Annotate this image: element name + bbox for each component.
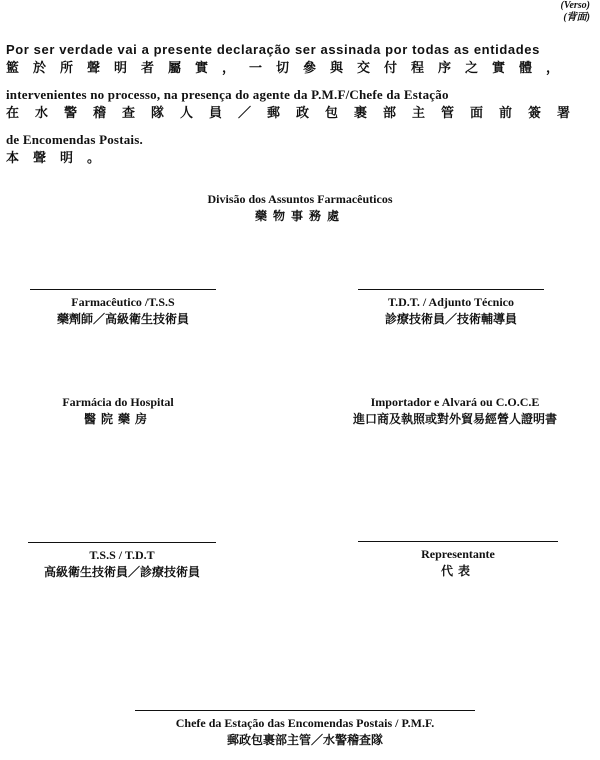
verso-marker — [561, 0, 590, 24]
declaration-line2-zh: 在水警稽查隊人員／郵政包裹部主管面前簽署 — [6, 105, 587, 120]
entity-name-pt: Importador e Alvará ou C.O.C.E — [370, 395, 540, 409]
signature-line — [30, 289, 216, 290]
signature-farmaceutico — [30, 289, 216, 328]
declaration-line1-zh: 籃於所聲明者屬實，一切參與交付程序之實體， — [6, 60, 574, 75]
entity-importador — [330, 394, 580, 428]
department-heading — [0, 191, 600, 225]
entity-name-zh: 醫院藥房 — [83, 412, 152, 426]
declaration-line3-zh: 本聲明。 — [6, 150, 115, 165]
signature-representante — [358, 541, 558, 580]
department-name-pt: Divisão dos Assuntos Farmacêuticos — [207, 192, 393, 206]
declaration-line2-pt: intervenientes no processo, na presença do agente da P.M.F/Chefe da Estação — [6, 87, 449, 102]
signature-line — [28, 542, 216, 543]
verso-label-zh: (背面) — [563, 12, 590, 23]
signature-role-zh: 代表 — [440, 564, 475, 578]
declaration-line1-pt: Por ser verdade vai a presente declaração ser assinada por todas as entidades — [6, 42, 540, 57]
signature-role-zh: 高級衛生技術員／診療技術員 — [43, 565, 200, 579]
signature-role-zh: 郵政包裹部主管／水警稽查隊 — [226, 733, 383, 747]
entity-name-pt: Farmácia do Hospital — [62, 395, 174, 409]
department-name-zh: 藥物事務處 — [254, 209, 345, 223]
signature-line — [358, 541, 558, 542]
entity-farmacia — [28, 394, 208, 428]
signature-role-zh: 診療技術員／技術輔導員 — [384, 312, 517, 326]
verso-label-pt: (Verso) — [560, 0, 590, 11]
signature-role-pt: Farmacêutico /T.S.S — [71, 295, 175, 309]
entity-name-zh: 進口商及執照或對外貿易經營人證明書 — [352, 412, 557, 426]
signature-tss-tdt — [28, 542, 216, 581]
signature-role-pt: Chefe da Estação das Encomendas Postais / P.M.F. — [175, 716, 435, 730]
declaration-line3-pt: de Encomendas Postais. — [6, 132, 143, 147]
declaration-text — [6, 41, 596, 167]
signature-role-pt: T.D.T. / Adjunto Técnico — [387, 295, 515, 309]
signature-line — [135, 710, 475, 711]
signature-role-pt: Representante — [421, 547, 495, 561]
signature-tdt-adjunto — [358, 289, 544, 328]
signature-role-pt: T.S.S / T.D.T — [89, 548, 155, 562]
signature-line — [358, 289, 544, 290]
signature-chefe — [135, 710, 475, 749]
signature-role-zh: 藥劑師／高級衛生技術員 — [56, 312, 189, 326]
